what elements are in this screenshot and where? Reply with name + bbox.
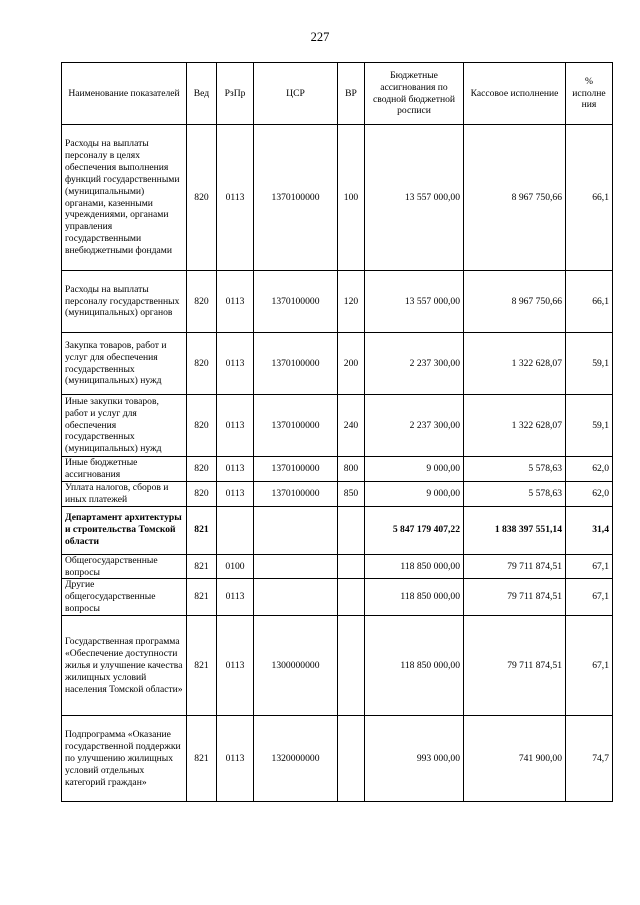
cell-ved: 821 (187, 716, 217, 802)
header-percent: % исполне ния (566, 63, 613, 125)
cell-ved: 821 (187, 579, 217, 616)
cell-assignments: 13 557 000,00 (365, 125, 464, 271)
cell-csr: 1370100000 (254, 395, 338, 457)
cell-csr: 1370100000 (254, 333, 338, 395)
cell-percent: 67,1 (566, 616, 613, 716)
cell-csr: 1370100000 (254, 271, 338, 333)
cell-percent: 67,1 (566, 579, 613, 616)
cell-name: Уплата налогов, сборов и иных платежей (62, 481, 187, 506)
cell-csr: 1320000000 (254, 716, 338, 802)
header-rzpr: РзПр (217, 63, 254, 125)
cell-percent: 62,0 (566, 481, 613, 506)
cell-rzpr: 0113 (217, 457, 254, 482)
cell-percent: 31,4 (566, 506, 613, 554)
cell-name: Закупка товаров, работ и услуг для обеспечения государственных (муниципальных) нужд (62, 333, 187, 395)
cell-percent: 66,1 (566, 271, 613, 333)
cell-percent: 59,1 (566, 395, 613, 457)
cell-csr (254, 506, 338, 554)
table-row (62, 616, 613, 716)
cell-assignments: 13 557 000,00 (365, 271, 464, 333)
cell-rzpr: 0113 (217, 716, 254, 802)
cell-rzpr (217, 506, 254, 554)
cell-assignments: 118 850 000,00 (365, 554, 464, 579)
cell-vr (338, 616, 365, 716)
cell-vr: 100 (338, 125, 365, 271)
cell-assignments: 118 850 000,00 (365, 579, 464, 616)
cell-ved: 821 (187, 554, 217, 579)
cell-rzpr: 0113 (217, 481, 254, 506)
header-assignments: Бюджетные ассигнования по сводной бюджетной росписи (365, 63, 464, 125)
cell-name: Общегосударственные вопросы (62, 554, 187, 579)
cell-ved: 821 (187, 506, 217, 554)
cell-vr: 200 (338, 333, 365, 395)
table-row (62, 271, 613, 333)
cell-ved: 820 (187, 481, 217, 506)
cell-cash-execution: 8 967 750,66 (464, 271, 566, 333)
cell-ved: 821 (187, 616, 217, 716)
cell-name: Иные бюджетные ассигнования (62, 457, 187, 482)
cell-csr (254, 554, 338, 579)
cell-csr: 1370100000 (254, 125, 338, 271)
cell-vr (338, 554, 365, 579)
cell-csr: 1300000000 (254, 616, 338, 716)
cell-cash-execution: 8 967 750,66 (464, 125, 566, 271)
cell-name: Другие общегосударственные вопросы (62, 579, 187, 616)
cell-assignments: 118 850 000,00 (365, 616, 464, 716)
cell-rzpr: 0100 (217, 554, 254, 579)
cell-assignments: 2 237 300,00 (365, 333, 464, 395)
cell-percent: 74,7 (566, 716, 613, 802)
cell-rzpr: 0113 (217, 395, 254, 457)
cell-rzpr: 0113 (217, 125, 254, 271)
cell-cash-execution: 1 322 628,07 (464, 395, 566, 457)
cell-percent: 67,1 (566, 554, 613, 579)
cell-assignments: 993 000,00 (365, 716, 464, 802)
table-row (62, 395, 613, 457)
cell-name: Подпрограмма «Оказание государственной поддержки по улучшению жилищных условий отдельных категорий граждан» (62, 716, 187, 802)
cell-rzpr: 0113 (217, 579, 254, 616)
cell-rzpr: 0113 (217, 271, 254, 333)
cell-ved: 820 (187, 125, 217, 271)
cell-ved: 820 (187, 457, 217, 482)
table-row (62, 716, 613, 802)
cell-vr (338, 716, 365, 802)
header-row (62, 63, 613, 125)
cell-ved: 820 (187, 271, 217, 333)
cell-percent: 59,1 (566, 333, 613, 395)
cell-vr: 120 (338, 271, 365, 333)
cell-ved: 820 (187, 333, 217, 395)
cell-cash-execution: 1 838 397 551,14 (464, 506, 566, 554)
cell-assignments: 9 000,00 (365, 457, 464, 482)
cell-percent: 66,1 (566, 125, 613, 271)
table-row (62, 457, 613, 482)
table-row (62, 506, 613, 554)
table-row (62, 481, 613, 506)
cell-vr: 800 (338, 457, 365, 482)
cell-vr (338, 506, 365, 554)
page-number: 227 (310, 30, 330, 44)
cell-vr: 850 (338, 481, 365, 506)
cell-cash-execution: 79 711 874,51 (464, 579, 566, 616)
header-vr: ВР (338, 63, 365, 125)
cell-cash-execution: 79 711 874,51 (464, 616, 566, 716)
cell-vr: 240 (338, 395, 365, 457)
cell-cash-execution: 5 578,63 (464, 481, 566, 506)
cell-cash-execution: 741 900,00 (464, 716, 566, 802)
table-row (62, 579, 613, 616)
cell-assignments: 5 847 179 407,22 (365, 506, 464, 554)
cell-rzpr: 0113 (217, 616, 254, 716)
cell-name: Департамент архитектуры и строительства Томской области (62, 506, 187, 554)
cell-vr (338, 579, 365, 616)
budget-table (61, 62, 613, 802)
cell-name: Расходы на выплаты персоналу в целях обеспечения выполнения функций государственными (муниципальными) органами, казенными учреждениями, органами управления государственными внебюджетными фондами (62, 125, 187, 271)
header-csr: ЦСР (254, 63, 338, 125)
cell-csr: 1370100000 (254, 481, 338, 506)
cell-percent: 62,0 (566, 457, 613, 482)
header-cash-execution: Кассовое исполнение (464, 63, 566, 125)
cell-ved: 820 (187, 395, 217, 457)
cell-name: Расходы на выплаты персоналу государственных (муниципальных) органов (62, 271, 187, 333)
header-name: Наименование показателей (62, 63, 187, 125)
cell-csr: 1370100000 (254, 457, 338, 482)
cell-name: Иные закупки товаров, работ и услуг для обеспечения государственных (муниципальных) нужд (62, 395, 187, 457)
header-ved: Вед (187, 63, 217, 125)
table-row (62, 554, 613, 579)
cell-name: Государственная программа «Обеспечение доступности жилья и улучшение качества жилищных условий населения Томской области» (62, 616, 187, 716)
table-row (62, 333, 613, 395)
cell-assignments: 9 000,00 (365, 481, 464, 506)
cell-cash-execution: 79 711 874,51 (464, 554, 566, 579)
cell-assignments: 2 237 300,00 (365, 395, 464, 457)
cell-rzpr: 0113 (217, 333, 254, 395)
cell-cash-execution: 1 322 628,07 (464, 333, 566, 395)
table-row (62, 125, 613, 271)
cell-csr (254, 579, 338, 616)
cell-cash-execution: 5 578,63 (464, 457, 566, 482)
